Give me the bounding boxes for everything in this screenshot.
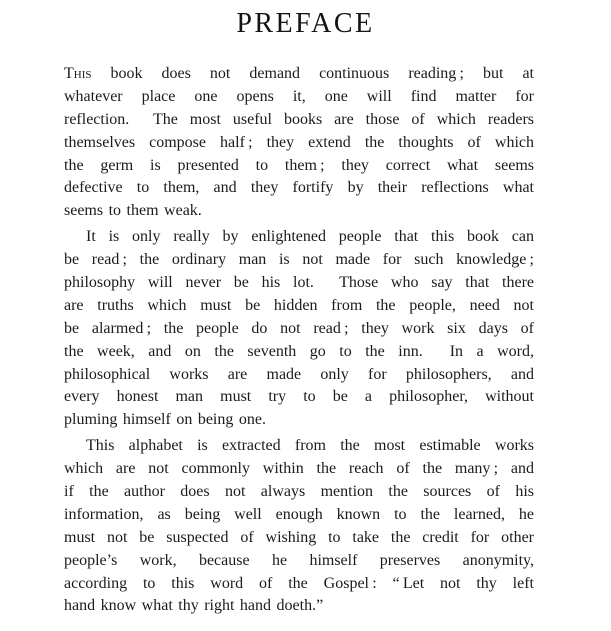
page-title: PREFACE [236,8,375,39]
text-line: themselves compose half ; they extend the thoughts of which [64,133,534,151]
paragraph-3 [64,435,534,618]
text-line: philosophy will never be his lot. Those who say that there [64,274,534,292]
text-line: hand know what thy right hand doeth.” [64,597,324,615]
text-line: seems to them weak. [64,202,202,220]
text-line: must not be suspected of wishing to take the credit for other [64,528,534,546]
text-line: philosophical works are made only for philosophers, and [64,365,534,383]
text-line: according to this word of the Gospel : “ Let not thy left [64,574,534,592]
paragraph-1 [64,63,534,223]
lead-word-small-caps: This [64,65,92,82]
text-line: pluming himself on being one. [64,411,266,429]
text-line [64,63,534,86]
text-line: defective to them, and they fortify by their reflections what [64,179,534,197]
text-line: every honest man must try to be a philosopher, without [64,388,534,406]
text-line: reflection. The most useful books are those of which readers [64,110,534,128]
text-line: It is only really by enlightened people that this book can [86,228,534,246]
text-line: are truths which must be hidden from the people, need not [64,296,534,314]
text-line-rest: book does not demand continuous reading ; but at [91,65,534,82]
book-page [0,9,611,631]
text-line: if the author does not always mention the sources of his [64,483,534,501]
text-block [64,63,534,618]
text-line: people’s work, because he himself preserves anonymity, [64,551,534,569]
text-line: which are not commonly within the reach of the many ; and [64,460,534,478]
text-line: This alphabet is extracted from the most estimable works [86,437,534,455]
text-line: whatever place one opens it, one will find matter for [64,87,534,105]
text-line: be read ; the ordinary man is not made for such knowledge ; [64,251,534,269]
text-line: the week, and on the seventh go to the inn. In a word, [64,342,534,360]
paragraph-2 [64,226,534,432]
text-line: information, as being well enough known to the learned, he [64,505,534,523]
text-line: be alarmed ; the people do not read ; they work six days of [64,319,534,337]
text-line: the germ is presented to them ; they correct what seems [64,156,534,174]
